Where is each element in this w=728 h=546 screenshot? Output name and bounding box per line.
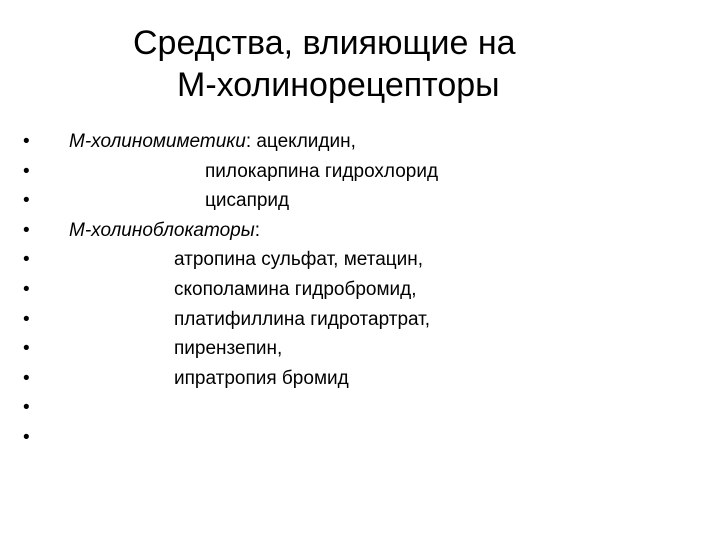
bullet-label: скополамина гидробромид,	[174, 278, 417, 300]
title-line-1: Средства, влияющие на	[133, 24, 516, 62]
bullet-item-empty	[0, 393, 728, 423]
bullet-list	[0, 127, 728, 453]
bullet-label: атропина сульфат, метацин,	[174, 249, 424, 271]
bullet-label: ипратропия бромид	[174, 367, 349, 389]
title-line-2: М-холинорецепторы	[177, 66, 500, 104]
bullet-item-ipratropium	[0, 364, 728, 394]
bullet-text	[69, 127, 356, 157]
bullet-item-pirenzepine	[0, 334, 728, 364]
bullet-icon: •	[23, 249, 30, 271]
bullet-italic-label: М-холиномиметики	[69, 131, 246, 152]
bullet-text	[69, 216, 260, 246]
bullet-icon: •	[23, 338, 30, 360]
bullet-icon: •	[23, 278, 30, 300]
bullet-icon: •	[23, 160, 30, 182]
bullet-icon: •	[23, 426, 30, 448]
bullet-icon: •	[23, 367, 30, 389]
bullet-item-cisapride	[0, 186, 728, 216]
bullet-item-platyphylline	[0, 305, 728, 335]
bullet-icon: •	[23, 397, 30, 419]
bullet-item-atropine	[0, 245, 728, 275]
slide-title	[0, 22, 728, 106]
bullet-icon: •	[23, 219, 30, 241]
bullet-label: цисаприд	[205, 190, 290, 212]
bullet-label: : ацеклидин,	[245, 131, 356, 152]
bullet-item-empty	[0, 423, 728, 453]
bullet-italic-label: М-холиноблокаторы	[69, 219, 255, 241]
bullet-label: платифиллина гидротартрат,	[174, 308, 431, 330]
bullet-icon: •	[23, 308, 30, 330]
bullet-item-cholinoblockers	[0, 216, 728, 246]
bullet-label: пирензепин,	[174, 338, 283, 360]
bullet-label: :	[254, 219, 260, 241]
bullet-item-scopolamine	[0, 275, 728, 305]
bullet-label: пилокарпина гидрохлорид	[205, 160, 439, 182]
bullet-item-pilocarpine	[0, 157, 728, 187]
bullet-icon: •	[23, 131, 30, 152]
bullet-icon: •	[23, 190, 30, 212]
bullet-item-cholinomimetics	[0, 127, 728, 157]
